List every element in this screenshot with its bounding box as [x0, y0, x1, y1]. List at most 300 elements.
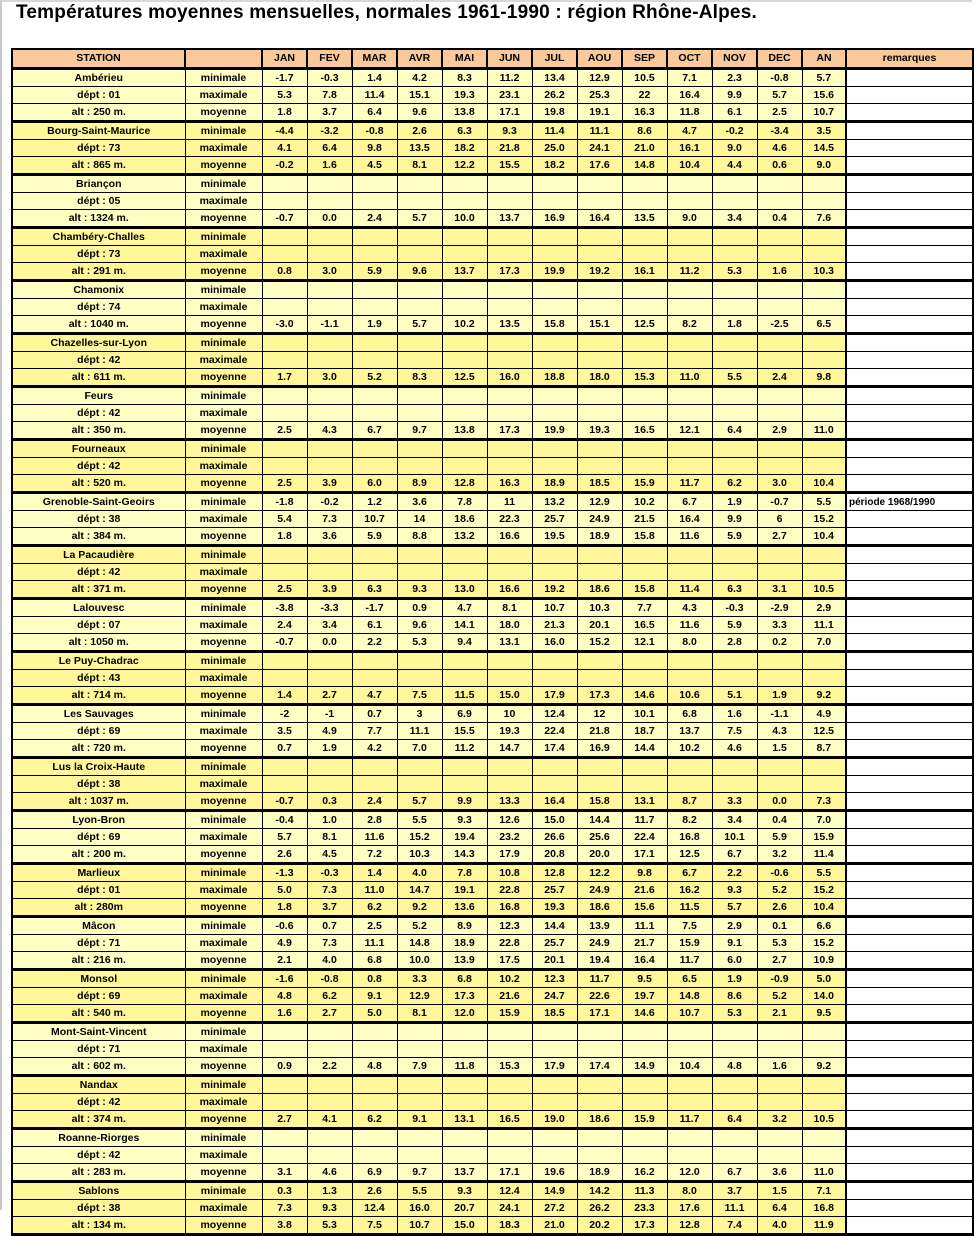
month-value-cell: 5.2	[757, 882, 802, 899]
month-value-cell	[622, 405, 667, 422]
remarks-cell	[846, 69, 973, 87]
row-type-label: moyenne	[185, 263, 262, 281]
table-row	[12, 687, 973, 705]
month-value-cell	[532, 334, 577, 352]
station-name: Grenoble-Saint-Geoirs	[12, 493, 185, 511]
month-value-cell: 7.3	[307, 511, 352, 528]
month-value-cell: 0.3	[307, 793, 352, 811]
month-value-cell: 9.1	[397, 1111, 442, 1129]
month-value-cell	[262, 1076, 307, 1094]
month-value-cell	[712, 228, 757, 246]
month-value-cell: 19.7	[622, 988, 667, 1005]
month-value-cell: 22.4	[532, 723, 577, 740]
row-type-label: minimale	[185, 864, 262, 882]
month-value-cell: 18.0	[577, 369, 622, 387]
month-value-cell	[667, 175, 712, 193]
month-value-cell: 10	[487, 705, 532, 723]
month-value-cell	[712, 564, 757, 581]
month-value-cell	[757, 299, 802, 316]
month-value-cell	[352, 228, 397, 246]
annual-value-cell	[802, 652, 846, 670]
station-dept: dépt : 42	[12, 458, 185, 475]
remarks-cell	[846, 617, 973, 634]
row-type-label: moyenne	[185, 369, 262, 387]
month-value-cell: 6.2	[352, 1111, 397, 1129]
month-value-cell: 12.0	[442, 1005, 487, 1023]
month-value-cell	[757, 387, 802, 405]
month-value-cell: 17.9	[487, 846, 532, 864]
month-value-cell	[442, 1094, 487, 1111]
month-value-cell	[442, 458, 487, 475]
month-value-cell	[667, 405, 712, 422]
month-value-cell: 10.1	[712, 829, 757, 846]
month-value-cell: 22.3	[487, 511, 532, 528]
month-value-cell: 3.4	[712, 210, 757, 228]
month-value-cell: 3.6	[307, 528, 352, 546]
month-value-cell	[397, 228, 442, 246]
month-value-cell: 7.5	[712, 723, 757, 740]
month-value-cell: 19.2	[532, 581, 577, 599]
month-value-cell	[667, 193, 712, 210]
month-value-cell	[397, 546, 442, 564]
month-value-cell: 13.0	[442, 581, 487, 599]
month-value-cell	[307, 1094, 352, 1111]
month-value-cell: 4.2	[352, 740, 397, 758]
month-value-cell: 5.0	[262, 882, 307, 899]
month-value-cell	[487, 193, 532, 210]
month-value-cell: 9.3	[712, 882, 757, 899]
row-type-label: maximale	[185, 723, 262, 740]
row-type-label: maximale	[185, 1147, 262, 1164]
month-value-cell: 9.5	[622, 970, 667, 988]
table-row	[12, 246, 973, 263]
month-value-cell: 6.9	[442, 705, 487, 723]
month-value-cell	[667, 352, 712, 369]
row-type-label: minimale	[185, 1182, 262, 1200]
month-value-cell: 6.4	[757, 1200, 802, 1217]
station-dept: dépt : 38	[12, 776, 185, 793]
remarks-cell	[846, 829, 973, 846]
month-value-cell: -1.6	[262, 970, 307, 988]
month-value-cell: 8.1	[397, 157, 442, 175]
month-value-cell	[352, 405, 397, 422]
month-value-cell	[352, 387, 397, 405]
month-value-cell: 9.0	[667, 210, 712, 228]
month-value-cell	[667, 1094, 712, 1111]
station-dept: dépt : 07	[12, 617, 185, 634]
month-value-cell: 3	[397, 705, 442, 723]
month-value-cell: 5.1	[712, 687, 757, 705]
month-value-cell: 22.8	[487, 882, 532, 899]
header-avr: AVR	[397, 49, 442, 69]
month-value-cell: 4.8	[352, 1058, 397, 1076]
header-remarques: remarques	[846, 49, 973, 69]
remarks-cell	[846, 599, 973, 617]
header-dec: DEC	[757, 49, 802, 69]
month-value-cell: 4.3	[667, 599, 712, 617]
month-value-cell: 19.3	[442, 87, 487, 104]
remarks-cell	[846, 705, 973, 723]
row-type-label: maximale	[185, 882, 262, 899]
month-value-cell: 2.1	[757, 1005, 802, 1023]
month-value-cell: 11.1	[397, 723, 442, 740]
station-name: Roanne-Riorges	[12, 1129, 185, 1147]
month-value-cell: 5.7	[397, 793, 442, 811]
month-value-cell	[442, 1076, 487, 1094]
month-value-cell: 16.5	[622, 617, 667, 634]
month-value-cell: 2.6	[397, 122, 442, 140]
month-value-cell: 6.3	[442, 122, 487, 140]
annual-value-cell: 9.0	[802, 157, 846, 175]
row-type-label: minimale	[185, 758, 262, 776]
month-value-cell: 2.4	[352, 210, 397, 228]
month-value-cell: 5.7	[757, 87, 802, 104]
month-value-cell	[757, 652, 802, 670]
row-type-label: moyenne	[185, 846, 262, 864]
month-value-cell: 9.7	[397, 1164, 442, 1182]
month-value-cell: 21.0	[622, 140, 667, 157]
month-value-cell: 4.5	[352, 157, 397, 175]
month-value-cell: 15.9	[487, 1005, 532, 1023]
remarks-cell	[846, 1182, 973, 1200]
month-value-cell: 4.2	[397, 69, 442, 87]
month-value-cell	[262, 246, 307, 263]
month-value-cell: 12.3	[487, 917, 532, 935]
header-sep: SEP	[622, 49, 667, 69]
month-value-cell: -0.8	[307, 970, 352, 988]
month-value-cell	[307, 405, 352, 422]
month-value-cell	[487, 387, 532, 405]
month-value-cell: 17.4	[532, 740, 577, 758]
month-value-cell: 3.1	[262, 1164, 307, 1182]
table-row	[12, 281, 973, 299]
annual-value-cell	[802, 299, 846, 316]
month-value-cell: 4.3	[757, 723, 802, 740]
month-value-cell	[352, 1076, 397, 1094]
table-row	[12, 564, 973, 581]
month-value-cell: 15.0	[442, 1217, 487, 1235]
month-value-cell: 25.6	[577, 829, 622, 846]
month-value-cell	[352, 458, 397, 475]
remarks-cell	[846, 546, 973, 564]
table-row	[12, 988, 973, 1005]
month-value-cell: 11.2	[487, 69, 532, 87]
remarks-cell	[846, 104, 973, 122]
remarks-cell	[846, 1200, 973, 1217]
month-value-cell: 12.8	[532, 864, 577, 882]
row-type-label: maximale	[185, 935, 262, 952]
month-value-cell: 8.1	[487, 599, 532, 617]
remarks-cell	[846, 228, 973, 246]
station-name: Chazelles-sur-Lyon	[12, 334, 185, 352]
table-row	[12, 917, 973, 935]
month-value-cell: 0.9	[397, 599, 442, 617]
month-value-cell: 16.2	[667, 882, 712, 899]
month-value-cell	[487, 1094, 532, 1111]
month-value-cell	[442, 758, 487, 776]
station-name: Feurs	[12, 387, 185, 405]
month-value-cell	[667, 299, 712, 316]
month-value-cell	[577, 1076, 622, 1094]
month-value-cell: 10.4	[667, 157, 712, 175]
month-value-cell: 16.3	[487, 475, 532, 493]
month-value-cell	[397, 352, 442, 369]
station-name: Mont-Saint-Vincent	[12, 1023, 185, 1041]
month-value-cell: 5.5	[397, 1182, 442, 1200]
month-value-cell: 1.2	[352, 493, 397, 511]
month-value-cell: -1	[307, 705, 352, 723]
month-value-cell	[307, 564, 352, 581]
month-value-cell	[487, 1041, 532, 1058]
month-value-cell	[307, 1129, 352, 1147]
table-row	[12, 882, 973, 899]
month-value-cell	[532, 1041, 577, 1058]
month-value-cell: 3.3	[712, 793, 757, 811]
month-value-cell: 5.9	[352, 263, 397, 281]
month-value-cell	[442, 281, 487, 299]
month-value-cell	[532, 352, 577, 369]
remarks-cell	[846, 1129, 973, 1147]
month-value-cell: 8.3	[397, 369, 442, 387]
month-value-cell: 12.2	[577, 864, 622, 882]
month-value-cell: 2.4	[352, 793, 397, 811]
month-value-cell	[757, 546, 802, 564]
row-type-label: moyenne	[185, 581, 262, 599]
month-value-cell	[532, 387, 577, 405]
month-value-cell: 18.9	[532, 475, 577, 493]
annual-value-cell	[802, 564, 846, 581]
month-value-cell: 13.1	[487, 634, 532, 652]
month-value-cell: 8.1	[397, 1005, 442, 1023]
month-value-cell	[307, 546, 352, 564]
month-value-cell: 12.4	[532, 705, 577, 723]
remarks-cell	[846, 670, 973, 687]
month-value-cell: 26.2	[577, 1200, 622, 1217]
station-alt: alt : 714 m.	[12, 687, 185, 705]
month-value-cell	[442, 564, 487, 581]
month-value-cell: 18.2	[442, 140, 487, 157]
remarks-cell	[846, 988, 973, 1005]
annual-value-cell	[802, 228, 846, 246]
month-value-cell: 8.0	[667, 634, 712, 652]
month-value-cell	[712, 1129, 757, 1147]
month-value-cell: 7.7	[622, 599, 667, 617]
month-value-cell: 11.5	[442, 687, 487, 705]
header-an: AN	[802, 49, 846, 69]
month-value-cell	[622, 1023, 667, 1041]
month-value-cell: 15.8	[622, 581, 667, 599]
month-value-cell: 6.0	[712, 952, 757, 970]
annual-value-cell: 6.5	[802, 316, 846, 334]
remarks-cell	[846, 652, 973, 670]
station-dept: dépt : 69	[12, 988, 185, 1005]
month-value-cell	[532, 564, 577, 581]
month-value-cell	[262, 1041, 307, 1058]
month-value-cell: 18.0	[487, 617, 532, 634]
month-value-cell	[622, 1147, 667, 1164]
month-value-cell: 6.2	[307, 988, 352, 1005]
row-type-label: moyenne	[185, 210, 262, 228]
month-value-cell: -0.8	[352, 122, 397, 140]
month-value-cell: 15.2	[577, 634, 622, 652]
month-value-cell: 3.2	[757, 1111, 802, 1129]
month-value-cell: 9.8	[352, 140, 397, 157]
month-value-cell	[667, 1147, 712, 1164]
month-value-cell: 24.1	[487, 1200, 532, 1217]
month-value-cell: 5.3	[397, 634, 442, 652]
month-value-cell: -0.3	[307, 864, 352, 882]
month-value-cell	[577, 458, 622, 475]
month-value-cell: 4.0	[397, 864, 442, 882]
station-alt: alt : 280m	[12, 899, 185, 917]
month-value-cell: 8.7	[667, 793, 712, 811]
month-value-cell: 1.9	[757, 687, 802, 705]
month-value-cell: 11.8	[667, 104, 712, 122]
month-value-cell: 6.5	[667, 970, 712, 988]
month-value-cell: 21.6	[487, 988, 532, 1005]
annual-value-cell: 12.5	[802, 723, 846, 740]
month-value-cell	[577, 193, 622, 210]
month-value-cell	[622, 546, 667, 564]
remarks-cell	[846, 122, 973, 140]
month-value-cell: 10.3	[577, 599, 622, 617]
month-value-cell: 12.6	[487, 811, 532, 829]
month-value-cell: 22.8	[487, 935, 532, 952]
month-value-cell	[307, 670, 352, 687]
table-row	[12, 1147, 973, 1164]
month-value-cell	[442, 334, 487, 352]
month-value-cell: 1.8	[262, 104, 307, 122]
month-value-cell	[757, 758, 802, 776]
month-value-cell: 11.7	[577, 970, 622, 988]
row-type-label: minimale	[185, 1129, 262, 1147]
annual-value-cell: 15.2	[802, 882, 846, 899]
table-row	[12, 1200, 973, 1217]
month-value-cell: 5.2	[397, 917, 442, 935]
month-value-cell: 1.4	[352, 864, 397, 882]
month-value-cell: 11.5	[667, 899, 712, 917]
month-value-cell	[577, 228, 622, 246]
month-value-cell: 22.4	[622, 829, 667, 846]
month-value-cell	[712, 1094, 757, 1111]
month-value-cell	[757, 1076, 802, 1094]
month-value-cell: 7.1	[667, 69, 712, 87]
remarks-cell	[846, 1023, 973, 1041]
month-value-cell: 5.3	[262, 87, 307, 104]
month-value-cell	[262, 458, 307, 475]
month-value-cell: 13.5	[397, 140, 442, 157]
month-value-cell: 3.9	[307, 475, 352, 493]
month-value-cell: 10.8	[487, 864, 532, 882]
month-value-cell: 16.3	[622, 104, 667, 122]
month-value-cell	[262, 352, 307, 369]
month-value-cell	[352, 564, 397, 581]
annual-value-cell: 10.4	[802, 475, 846, 493]
month-value-cell: 5.9	[712, 617, 757, 634]
month-value-cell: 6.3	[712, 581, 757, 599]
table-row	[12, 1058, 973, 1076]
month-value-cell	[757, 228, 802, 246]
month-value-cell	[487, 1023, 532, 1041]
month-value-cell: 6.7	[352, 422, 397, 440]
month-value-cell: -0.2	[712, 122, 757, 140]
annual-value-cell: 9.2	[802, 687, 846, 705]
table-row	[12, 175, 973, 193]
month-value-cell: 10.2	[622, 493, 667, 511]
month-value-cell: 3.0	[307, 263, 352, 281]
row-type-label: maximale	[185, 140, 262, 157]
remarks-cell	[846, 475, 973, 493]
station-name: Monsol	[12, 970, 185, 988]
station-dept: dépt : 42	[12, 1147, 185, 1164]
month-value-cell	[712, 440, 757, 458]
month-value-cell	[577, 1041, 622, 1058]
month-value-cell: 17.5	[487, 952, 532, 970]
remarks-cell	[846, 334, 973, 352]
month-value-cell: -0.7	[262, 634, 307, 652]
month-value-cell: 13.7	[487, 210, 532, 228]
month-value-cell: 18.6	[577, 899, 622, 917]
month-value-cell: -3.8	[262, 599, 307, 617]
month-value-cell: 6.7	[712, 846, 757, 864]
month-value-cell: 10.7	[667, 1005, 712, 1023]
row-type-label: minimale	[185, 970, 262, 988]
annual-value-cell: 10.5	[802, 1111, 846, 1129]
table-row	[12, 776, 973, 793]
row-type-label: minimale	[185, 228, 262, 246]
month-value-cell: 11.4	[352, 87, 397, 104]
annual-value-cell: 10.3	[802, 263, 846, 281]
month-value-cell: 8.2	[667, 811, 712, 829]
row-type-label: minimale	[185, 599, 262, 617]
table-row	[12, 740, 973, 758]
month-value-cell: 3.7	[712, 1182, 757, 1200]
month-value-cell: 22	[622, 87, 667, 104]
annual-value-cell	[802, 776, 846, 793]
month-value-cell: 16.4	[532, 793, 577, 811]
month-value-cell: 6	[757, 511, 802, 528]
remarks-cell	[846, 511, 973, 528]
month-value-cell: 24.9	[577, 882, 622, 899]
month-value-cell	[442, 1147, 487, 1164]
row-type-label: maximale	[185, 352, 262, 369]
month-value-cell: 15.6	[622, 899, 667, 917]
month-value-cell: 7.8	[442, 864, 487, 882]
annual-value-cell	[802, 387, 846, 405]
month-value-cell	[262, 1094, 307, 1111]
month-value-cell: 13.7	[442, 1164, 487, 1182]
month-value-cell: 10.2	[442, 316, 487, 334]
remarks-cell	[846, 581, 973, 599]
month-value-cell: 22.6	[577, 988, 622, 1005]
remarks-cell	[846, 210, 973, 228]
month-value-cell: 21.5	[622, 511, 667, 528]
month-value-cell	[712, 758, 757, 776]
table-row	[12, 758, 973, 776]
row-type-label: maximale	[185, 405, 262, 422]
remarks-cell	[846, 87, 973, 104]
month-value-cell: 12.1	[622, 634, 667, 652]
month-value-cell	[532, 458, 577, 475]
station-dept: dépt : 38	[12, 511, 185, 528]
month-value-cell	[532, 281, 577, 299]
station-name: Bourg-Saint-Maurice	[12, 122, 185, 140]
month-value-cell: 12.5	[622, 316, 667, 334]
month-value-cell: 16.9	[577, 740, 622, 758]
month-value-cell: 18.8	[532, 369, 577, 387]
month-value-cell: 8.6	[622, 122, 667, 140]
month-value-cell	[577, 299, 622, 316]
